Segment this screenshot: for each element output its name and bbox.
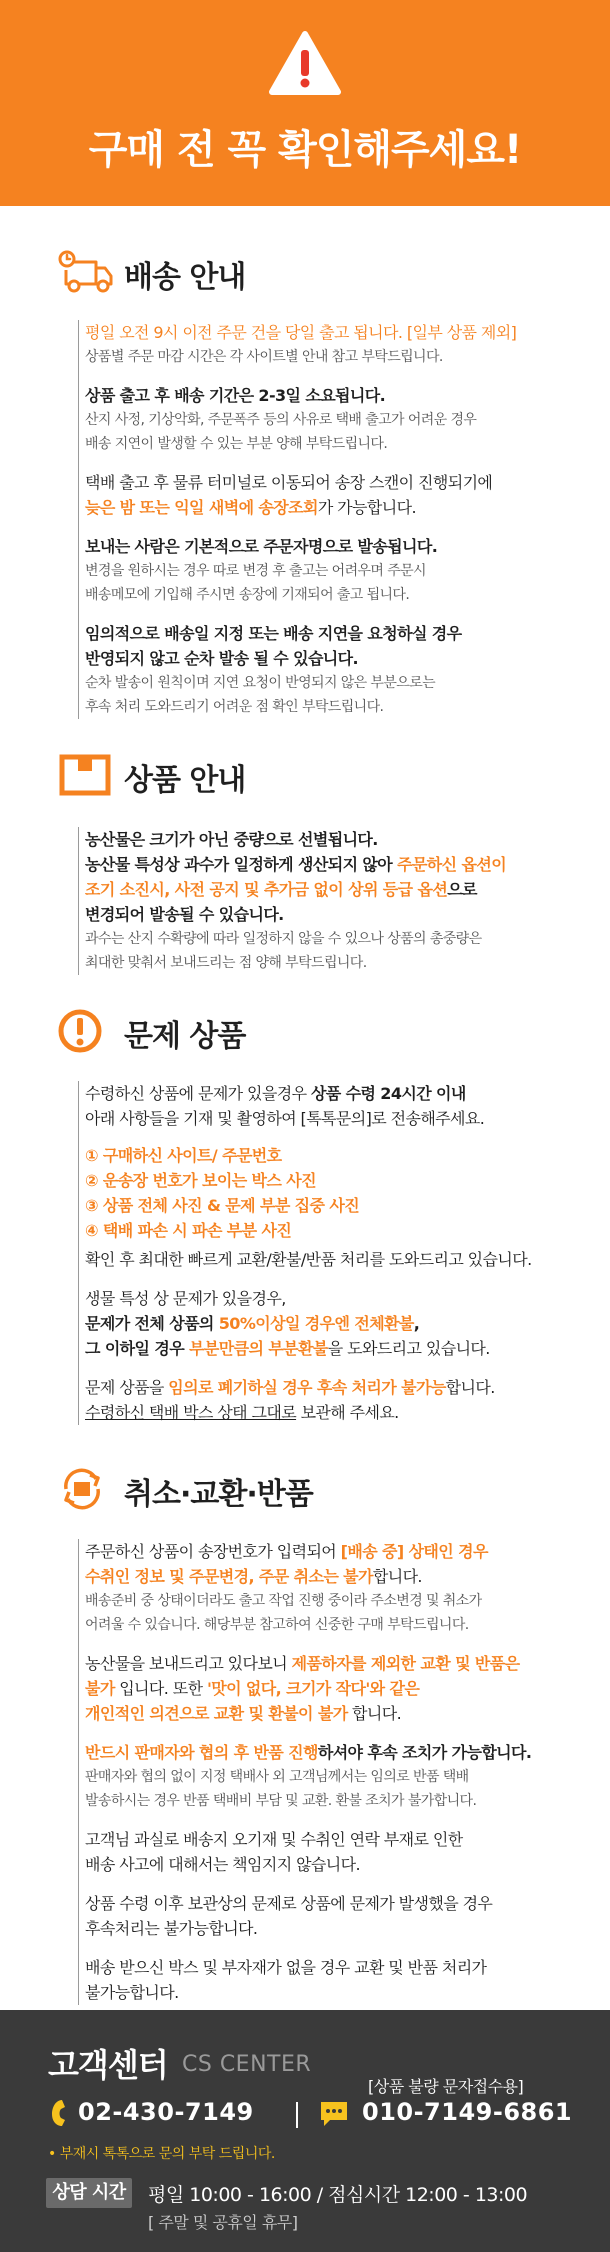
problem-b3-line-1-c: 합니다. [445,1378,495,1397]
problem-b2-line-3-highlight: 부분만큼의 부분환불 [189,1339,328,1358]
cancel-item-3-sub-2: 발송하시는 경우 반품 택배비 부담 및 교환. 환불 조치가 불가합니다. [85,1793,477,1809]
cancel-title: 취소·교환·반품 [124,1477,313,1512]
cancel-item-4-line-1: 고객님 과실로 배송지 오기재 및 수취인 연락 부재로 인한 [85,1830,463,1849]
truck-icon [58,248,114,296]
problem-checklist-item-3: ③ 상품 전체 사진 & 문제 부분 집중 사진 [85,1196,360,1215]
problem-line-1 [85,1081,586,1106]
cancel-item-4-line-2: 배송 사고에 대해서는 책임지지 않습니다. [85,1855,360,1874]
chat-icon [318,2099,350,2129]
problem-checklist-item-4: ④ 택배 파손 시 파손 부분 사진 [85,1221,292,1240]
shipping-item-5-sub-1: 순차 발송이 원칙이며 지연 요청이 반영되지 않은 부분으로는 [85,675,436,691]
cancel-item-2-line-1-a: 농산물을 보내드리고 있다보니 [85,1654,292,1673]
cancel-item-1-sub-1: 배송준비 중 상태이더라도 출고 작업 진행 중이라 주소변경 및 취소가 [85,1593,482,1609]
cs-title: 고객센터 [48,2046,168,2084]
cancel-item-5-line-2: 후속처리는 불가능합니다. [85,1919,258,1938]
cancel-item-2-line-1-highlight: 제품하자를 제외한 교환 및 반품은 [291,1654,520,1673]
product-sub-1: 과수는 산지 수확량에 따라 일정하지 않을 수 있으나 상품의 총중량은 [85,931,482,947]
cancel-item-1-sub-2: 어려울 수 있습니다. 해당부분 참고하여 신중한 구매 부탁드립니다. [85,1617,469,1633]
problem-b3-line-2-underline: 수령하신 택배 박스 상태 그대로 [85,1403,297,1422]
problem-after-list: 확인 후 최대한 빠르게 교환/환불/반품 처리를 도와드리고 있습니다. [85,1250,532,1269]
header-banner [0,0,610,206]
shipping-item-4-sub-2: 배송메모에 기입해 주시면 송장에 기재되어 출고 됩니다. [85,587,410,603]
product-sub-2: 최대한 맞춰서 보내드리는 점 양해 부탁드립니다. [85,955,367,971]
product-line-3-tail: 으로 [447,880,477,899]
cancel-body [78,1539,586,2005]
cancel-item-1-line-1-highlight: [배송 중] 상태인 경우 [340,1542,488,1561]
cancel-item-1 [85,1539,586,1637]
cancel-item-6-line-1: 배송 받으신 박스 및 부자재가 없을 경우 교환 및 반품 처리가 [85,1958,487,1977]
problem-checklist [85,1143,586,1243]
cancel-section [0,1461,610,2005]
cancel-item-2-line-2-mid: 입니다. 또한 [114,1679,207,1698]
cs-footer [0,2010,610,2252]
problem-b3-line-1-highlight: 임의로 폐기하실 경우 후속 처리가 불가능 [168,1378,446,1397]
cancel-item-2-line-3 [85,1701,586,1726]
cancel-item-3-line-1-highlight: 반드시 판매자와 협의 후 반품 진행 [85,1743,318,1762]
problem-b2-line-2-highlight: 50%이상일 경우엔 전체환불 [218,1314,414,1333]
shipping-item-2-main: 상품 출고 후 배송 기간은 2-3일 소요됩니다. [85,386,386,405]
cs-subtitle: CS CENTER [182,2052,312,2077]
cancel-item-2-line-3-highlight: 개인적인 의견으로 교환 및 환불이 불가 [85,1704,348,1723]
problem-item-3 [85,1375,586,1425]
problem-b2-line-2-a: 문제가 전체 상품의 [85,1314,219,1333]
cancel-item-1-line-2 [85,1564,586,1589]
problem-section [0,1003,610,1425]
cancel-item-2 [85,1651,586,1726]
shipping-item-5-main-2: 반영되지 않고 순차 발송 될 수 있습니다. [85,649,358,668]
product-line-3 [85,877,586,902]
phone-icon [48,2098,70,2128]
phone-number[interactable]: 02-430-7149 [78,2098,254,2126]
problem-checklist-item-1: ① 구매하신 사이트/ 주문번호 [85,1146,282,1165]
problem-body [78,1081,586,1425]
problem-line-1-a: 수령하신 상품에 문제가 있을경우 [85,1084,311,1103]
cancel-item-2-line-2-highlight-1: 불가 [85,1679,115,1698]
problem-b2-line-3 [85,1336,586,1361]
shipping-body [78,320,586,719]
shipping-section [0,244,610,719]
shipping-item-5 [85,621,586,719]
shipping-item-2 [85,383,586,456]
shipping-item-3-highlight: 늦은 밤 또는 익일 새벽에 송장조회 [85,498,318,517]
problem-b2-line-2 [85,1311,586,1336]
cancel-item-1-line-2-tail: 합니다. [372,1567,422,1586]
shipping-item-2-sub-2: 배송 지연이 발생할 수 있는 부분 양해 부탁드립니다. [85,436,388,452]
cancel-item-2-line-2-highlight-2: '맛이 없다, 크기가 작다'와 같은 [206,1679,420,1698]
cancel-item-2-line-3-tail: 합니다. [347,1704,402,1723]
problem-item-1 [85,1081,586,1272]
shipping-item-3-main: 택배 출고 후 물류 터미널로 이동되어 송장 스캔이 진행되기에 [85,473,493,492]
cancel-item-3-line-1-tail: 하셔야 후속 조치가 가능합니다. [317,1743,532,1762]
sms-note: [상품 불량 문자접수용] [368,2077,524,2096]
problem-b2-line-2-c: , [413,1314,420,1333]
product-body [78,827,586,975]
hours-label: 상담 시간 [46,2178,132,2208]
shipping-header [58,244,586,300]
cancel-item-3-line-1 [85,1740,586,1765]
sms-number[interactable]: 010-7149-6861 [362,2098,573,2126]
shipping-item-5-main-1: 임의적으로 배송일 지정 또는 배송 지연을 요청하실 경우 [85,624,462,643]
cancel-item-6-line-2: 불가능합니다. [85,1983,179,2002]
exclamation-icon [58,1007,114,1055]
shipping-item-4-sub-1: 변경을 원하시는 경우 따로 변경 후 출고는 어려우며 주문시 [85,563,426,579]
cancel-item-2-line-1 [85,1651,586,1676]
shipping-item-3-tail: 가 가능합니다. [317,498,416,517]
hours-text: 평일 10:00 - 16:00 / 점심시간 12:00 - 13:00 [148,2184,528,2206]
exchange-icon [58,1465,114,1513]
shipping-item-1 [85,320,586,369]
cancel-header [58,1461,586,1517]
problem-b2-line-1: 생물 특성 상 문제가 있을경우, [85,1289,286,1308]
problem-b2-line-3-a: 그 이하일 경우 [85,1339,190,1358]
shipping-item-4 [85,534,586,607]
problem-b2-line-3-c: 을 도와드리고 있습니다. [327,1339,490,1358]
product-line-4: 변경되어 발송될 수 있습니다. [85,905,284,924]
contact-divider [296,2102,298,2128]
problem-line-1-bold: 상품 수령 24시간 이내 [310,1084,466,1103]
product-item [85,827,586,975]
product-header [58,747,586,803]
product-line-1: 농산물은 크기가 아닌 중량으로 선별됩니다. [85,830,378,849]
cancel-item-1-line-2-highlight: 수취인 정보 및 주문변경, 주문 취소는 불가 [85,1567,373,1586]
cancel-item-4 [85,1827,586,1877]
product-line-2-a: 농산물 특성상 과수가 일정하게 생산되지 않아 [85,855,398,874]
box-icon [58,751,114,799]
product-line-2 [85,852,586,877]
warning-icon [268,30,342,96]
page-title: 구매 전 꼭 확인해주세요! [88,127,522,173]
shipping-item-3-line-2 [85,495,586,520]
cancel-item-5-line-1: 상품 수령 이후 보관상의 문제로 상품에 문제가 발생했을 경우 [85,1894,493,1913]
holiday-note: [ 주말 및 공휴일 휴무] [148,2213,298,2232]
cancel-item-3 [85,1740,586,1813]
problem-b3-line-2-tail: 보관해 주세요. [296,1403,399,1422]
shipping-item-5-sub-2: 후속 처리 도와드리기 어려운 점 확인 부탁드립니다. [85,699,384,715]
shipping-item-2-sub-1: 산지 사정, 기상악화, 주문폭주 등의 사유로 택배 출고가 어려운 경우 [85,412,477,428]
shipping-item-3 [85,470,586,520]
product-section [0,747,610,975]
problem-item-2 [85,1286,586,1361]
problem-checklist-item-2: ② 운송장 번호가 보이는 박스 사진 [85,1171,316,1190]
shipping-title: 배송 안내 [124,260,246,295]
problem-b3-line-1-a: 문제 상품을 [85,1378,169,1397]
cancel-item-1-line-1 [85,1539,586,1564]
problem-line-2: 아래 사항들을 기재 및 촬영하여 [톡톡문의]로 전송해주세요. [85,1109,485,1128]
cancel-item-1-line-1-a: 주문하신 상품이 송장번호가 입력되어 [85,1542,341,1561]
problem-b3-line-1 [85,1375,586,1400]
shipping-item-1-main: 평일 오전 9시 이전 주문 건을 당일 출고 됩니다. [일부 상품 제외] [85,323,517,342]
cancel-item-3-sub-1: 판매자와 협의 없이 지정 택배사 외 고객님께서는 임의로 반품 택배 [85,1769,469,1785]
cancel-item-2-line-2 [85,1676,586,1701]
problem-b3-line-2 [85,1400,586,1425]
cancel-item-5 [85,1891,586,1941]
absent-note: • 부재시 톡톡으로 문의 부탁 드립니다. [48,2146,275,2162]
problem-header [58,1003,586,1059]
shipping-item-4-main: 보내는 사람은 기본적으로 주문자명으로 발송됩니다. [85,537,438,556]
cancel-item-6 [85,1955,586,2005]
product-title: 상품 안내 [124,763,246,798]
product-line-3-highlight: 조기 소진시, 사전 공지 및 추가금 없이 상위 등급 옵션 [85,880,448,899]
shipping-item-1-sub: 상품별 주문 마감 시간은 각 사이트별 안내 참고 부탁드립니다. [85,349,443,365]
product-line-2-highlight: 주문하신 옵션이 [397,855,507,874]
problem-title: 문제 상품 [124,1019,246,1054]
